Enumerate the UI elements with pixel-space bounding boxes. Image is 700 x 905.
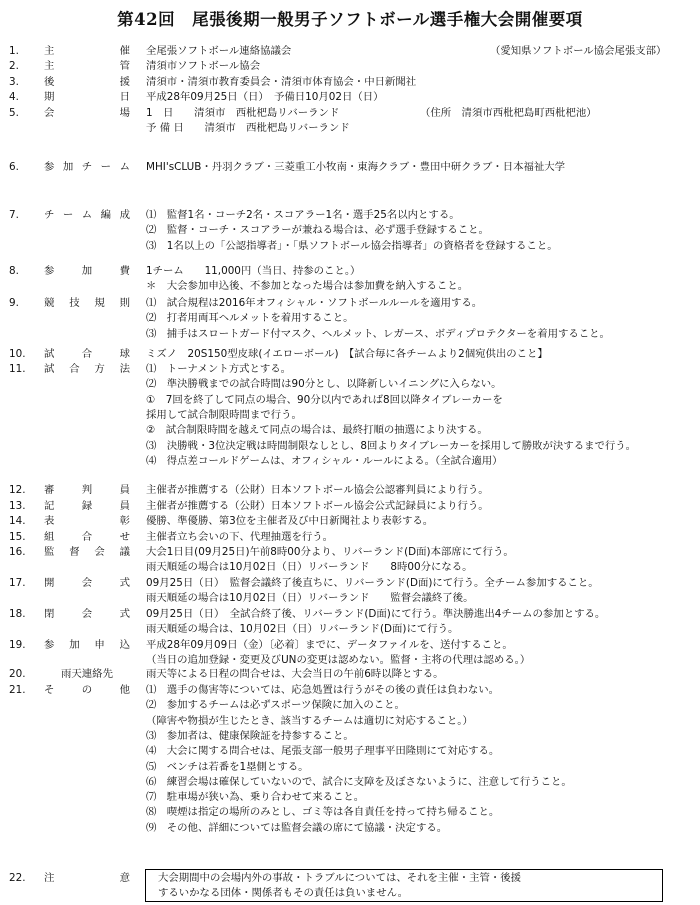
item-label-char: 編 — [100, 209, 112, 221]
item-number: 22. — [9, 872, 26, 884]
item-row — [0, 545, 700, 560]
item-number: 3. — [9, 76, 19, 88]
item-text: ⑹ 練習会場は確保していないので、試合に支障を及ぼさないように、注意して行うこと。 — [146, 775, 572, 788]
caution-box — [145, 869, 663, 902]
item-label — [44, 607, 130, 622]
item-text: 雨天順延の場合は10月02日（日）リバーランド 監督会議終了後。 — [146, 592, 474, 605]
item-label — [44, 75, 130, 90]
item-row — [0, 311, 700, 326]
item-row — [0, 760, 700, 775]
item-label — [44, 576, 130, 591]
item-row — [0, 576, 700, 591]
item-label-char: 成 — [119, 209, 130, 221]
item-row — [0, 347, 700, 362]
item-text: ⑸ ベンチは若番を1塁側とする。 — [146, 760, 309, 773]
item-label-char: 表 — [44, 515, 55, 527]
item-row — [0, 638, 700, 653]
item-label — [44, 347, 130, 362]
item-label — [44, 530, 130, 545]
item-number: 6. — [9, 161, 19, 173]
item-label-char: 技 — [69, 297, 80, 309]
item-row — [0, 439, 700, 454]
item-label-char: 彰 — [119, 515, 130, 527]
item-label-char: 主 — [44, 60, 55, 72]
item-number: 20. — [9, 668, 26, 680]
item-label-char: 開 — [44, 577, 55, 589]
item-number: 14. — [9, 515, 26, 527]
item-label-char: 試 — [44, 363, 55, 375]
item-row — [0, 744, 700, 759]
item-text: 雨天等による日程の問合せは、大会当日の午前6時以降とする。 — [146, 668, 444, 680]
item-row — [0, 530, 700, 545]
item-text: ミズノ 20S150型皮球(イエローボール) 【試合毎に各チームより2個宛供出のこと】 — [146, 348, 548, 360]
item-text: ⑶ 参加者は、健康保険証を持参すること。 — [146, 729, 354, 742]
item-text: ⑴ トーナメント方式とする。 — [146, 363, 292, 375]
item-label-char: 競 — [44, 297, 55, 309]
item-text: 予 備 日 清須市 西枇杷島リバーランド — [146, 122, 350, 135]
caution-text: 大会期間中の会場内外の事故・トラブルについては、それを主催・主管・後援 — [158, 872, 522, 884]
item-row — [0, 393, 700, 408]
item-label — [44, 683, 130, 698]
item-number: 17. — [9, 577, 26, 589]
item-number: 21. — [9, 684, 26, 696]
item-row — [0, 607, 700, 622]
item-number: 18. — [9, 608, 26, 620]
item-label-char: 式 — [119, 577, 130, 589]
item-text: ⑶ 1名以上の「公認指導者」・「県ソフトボール協会指導者」の資格者を登録すること。 — [146, 239, 558, 252]
item-row — [0, 408, 700, 423]
item-label-char: 加 — [62, 161, 74, 173]
item-label — [44, 483, 130, 498]
item-row — [0, 106, 700, 121]
caution-text: するいかなる団体・関係者もその責任は負いません。 — [158, 887, 408, 899]
item-label-char: ム — [81, 209, 93, 221]
item-row — [0, 327, 700, 342]
item-label — [44, 264, 130, 279]
item-text: 雨天順延の場合は10月02日（日）リバーランド 8時00分になる。 — [146, 561, 473, 574]
item-row — [0, 514, 700, 529]
item-number: 10. — [9, 348, 26, 360]
item-label-char: 議 — [119, 546, 130, 558]
item-number: 16. — [9, 546, 26, 558]
item-text: ⑵ 参加するチームは必ずスポーツ保険に加入のこと。 — [146, 699, 405, 712]
item-row — [0, 279, 700, 294]
item-text: 主催者が推薦する（公財）日本ソフトボール協会公式記録員により行う。 — [146, 500, 489, 512]
item-text: ① 7回を終了して同点の場合、90分以内であれば8回以降タイブレーカーを — [146, 393, 503, 406]
item-label-char: 日 — [119, 91, 130, 103]
item-row — [0, 821, 700, 836]
item-text: 平成28年09月09日（金）〔必着〕までに、データファイルを、送付すること。 — [146, 639, 513, 651]
item-label-char: 会 — [94, 546, 105, 558]
item-label-char: 試 — [44, 348, 55, 360]
item-label-char: 会 — [81, 577, 93, 589]
item-text: ⑷ 大会に関する問合せは、尾張支部一般男子理事平田隆則にて対応する。 — [146, 745, 500, 758]
item-row — [0, 90, 700, 105]
item-text: ⑴ 選手の傷害等については、応急処置は行うがその後の責任は負わない。 — [146, 684, 500, 696]
item-number: 11. — [9, 363, 26, 375]
item-row — [0, 790, 700, 805]
item-label-char: 球 — [119, 348, 130, 360]
item-label-char: ー — [62, 209, 74, 221]
item-label-char: 方 — [94, 363, 105, 375]
item-row — [0, 377, 700, 392]
item-label — [44, 638, 130, 653]
item-number: 13. — [9, 500, 26, 512]
item-text: ⑵ 監督・コーチ・スコアラーが兼ねる場合は、必ず選手登録すること。 — [146, 224, 489, 237]
item-text: ⑺ 駐車場が狭い為、乗り合わせて来ること。 — [146, 791, 365, 804]
item-label-char: 督 — [69, 546, 80, 558]
item-label — [44, 106, 130, 121]
item-label — [44, 44, 130, 59]
item-text: 平成28年09月25日（日） 予備日10月02日（日） — [146, 91, 384, 103]
item-row — [0, 698, 700, 713]
item-text: （障害や物損が生じたとき、該当するチームは適切に対応すること。） — [146, 714, 473, 727]
item-number: 19. — [9, 639, 26, 651]
item-text: ＊ 大会参加申込後、不参加となった場合は参加費を納入すること。 — [146, 280, 469, 293]
item-row — [0, 264, 700, 279]
item-text: ⑼ その他、詳細については監督会議の席にて協議・決定する。 — [146, 821, 448, 834]
item-label — [44, 59, 130, 74]
item-text: 大会1日目(09月25日)午前8時00分より、リバーランド(D面)本部席にて行う。 — [146, 546, 514, 558]
item-label-char: 合 — [81, 348, 93, 360]
item-label-char: 加 — [69, 639, 80, 651]
item-text: ⑵ 打者用両耳ヘルメットを着用すること。 — [146, 312, 354, 325]
item-label-char: 則 — [119, 297, 130, 309]
item-number: 2. — [9, 60, 19, 72]
item-label-char: 意 — [119, 872, 130, 884]
item-label-char: 管 — [119, 60, 130, 72]
item-label-char: 会 — [44, 107, 55, 119]
item-text: 清須市ソフトボール協会 — [146, 60, 261, 72]
item-text: ⑻ 喫煙は指定の場所のみとし、ゴミ等は各自責任を持って持ち帰ること。 — [146, 806, 500, 819]
item-label — [44, 667, 130, 682]
item-row — [0, 75, 700, 90]
item-row — [0, 775, 700, 790]
item-label-char: 員 — [119, 500, 130, 512]
item-text: 雨天順延の場合は、10月02日（日）リバーランド(D面)にて行う。 — [146, 623, 459, 636]
item-text: 採用して試合制限時間まで行う。 — [146, 408, 302, 421]
item-label-char: 催 — [119, 45, 130, 57]
item-label-char: 参 — [44, 639, 55, 651]
item-label-char: 援 — [119, 76, 130, 88]
page-title: 第42回 尾張後期一般男子ソフトボール選手権大会開催要項 — [117, 10, 583, 29]
item-row — [0, 714, 700, 729]
item-row — [0, 423, 700, 438]
item-label — [44, 514, 130, 529]
item-label-char: 合 — [81, 531, 93, 543]
item-row — [0, 223, 700, 238]
item-label — [44, 362, 130, 377]
item-label-char: 参 — [44, 161, 55, 173]
item-label-char: 参 — [44, 265, 55, 277]
item-label-char: 注 — [44, 872, 55, 884]
item-label-char: 式 — [119, 608, 130, 620]
item-text-note: （愛知県ソフトボール協会尾張支部） — [490, 45, 667, 57]
item-label-char: ム — [119, 161, 130, 173]
item-row — [0, 667, 700, 682]
item-number: 15. — [9, 531, 26, 543]
item-label-char: 期 — [44, 91, 55, 103]
item-label-char: 規 — [94, 297, 105, 309]
item-label-char: 申 — [94, 639, 105, 651]
item-text: （当日の追加登録・変更及びUNの変更は認めない。監督・主将の代理は認める。） — [146, 654, 531, 667]
item-label-char: 後 — [44, 76, 55, 88]
item-label — [44, 296, 130, 311]
item-text: 1チーム 11,000円（当日、持参のこと。） — [146, 265, 361, 277]
item-label-char: 法 — [119, 363, 130, 375]
item-label-char: 組 — [44, 531, 55, 543]
item-label-char: ー — [100, 161, 112, 173]
item-label-char: 会 — [81, 608, 93, 620]
item-row — [0, 591, 700, 606]
item-text: 09月25日（日） 全試合終了後、リバーランド(D面)にて行う。準決勝進出4チームの参加とする。 — [146, 608, 606, 620]
item-label-char: 記 — [44, 500, 55, 512]
item-label-char: 込 — [119, 639, 130, 651]
item-label-char: 場 — [119, 107, 130, 119]
item-label-char: チ — [81, 161, 93, 173]
item-label — [44, 545, 130, 560]
item-number: 8. — [9, 265, 19, 277]
item-number: 5. — [9, 107, 19, 119]
item-label-char: 費 — [119, 265, 130, 277]
item-number: 4. — [9, 91, 19, 103]
item-label — [44, 208, 130, 223]
item-label — [44, 871, 130, 886]
item-number: 9. — [9, 297, 19, 309]
item-text: 優勝、準優勝、第3位を主催者及び中日新聞社より表彰する。 — [146, 515, 434, 527]
item-label-char: 録 — [81, 500, 93, 512]
item-text-note: （住所 清須市西枇杷島町西枇杷池） — [420, 107, 597, 119]
item-text: ⑴ 監督1名・コーチ2名・スコアラー1名・選手25名以内とする。 — [146, 209, 460, 221]
item-text: ⑵ 準決勝戦までの試合時間は90分とし、以降新しいイニングに入らない。 — [146, 378, 502, 391]
item-label-char: そ — [44, 684, 55, 696]
item-label-char: 他 — [119, 684, 130, 696]
item-number: 1. — [9, 45, 19, 57]
item-row — [0, 239, 700, 254]
item-label-char: 合 — [69, 363, 80, 375]
item-row — [0, 683, 700, 698]
item-row — [0, 160, 700, 175]
item-row — [0, 121, 700, 136]
item-text: 清須市・清須市教育委員会・清須市体育協会・中日新聞社 — [146, 76, 417, 88]
item-label-char: 判 — [81, 484, 93, 496]
item-row — [0, 208, 700, 223]
item-text: 全尾張ソフトボール連絡協議会 — [146, 45, 292, 57]
item-label-char: 監 — [44, 546, 55, 558]
item-number: 7. — [9, 209, 19, 221]
item-text: MHI'sCLUB・丹羽クラブ・三菱重工小牧南・東海クラブ・豊田中研クラブ・日本福祉大学 — [146, 161, 566, 173]
item-text: ② 試合制限時間を越えて同点の場合は、最終打順の抽選により決する。 — [146, 424, 488, 437]
item-label-char: 員 — [119, 484, 130, 496]
item-label-char: チ — [44, 209, 55, 221]
item-label-char: の — [81, 684, 93, 696]
item-label — [44, 90, 130, 105]
item-label — [44, 499, 130, 514]
item-row — [0, 362, 700, 377]
item-row — [0, 44, 700, 59]
item-label-char: 加 — [81, 265, 93, 277]
item-text: 1 日 清須市 西枇杷島リバーランド — [146, 107, 340, 119]
item-row — [0, 560, 700, 575]
item-text: ⑶ 捕手はスロートガード付マスク、ヘルメット、レガース、ボディプロテクターを着用すること。 — [146, 327, 610, 340]
item-row — [0, 296, 700, 311]
item-label-char: 審 — [44, 484, 55, 496]
item-text: 主催者が推薦する（公財）日本ソフトボール協会公認審判員により行う。 — [146, 484, 489, 496]
item-label-char: 雨天連絡先 — [61, 668, 113, 680]
item-text: ⑷ 得点差コールドゲームは、オフィシャル・ルールによる。（全試合適用） — [146, 454, 503, 467]
item-row — [0, 622, 700, 637]
item-label-char: 主 — [44, 45, 55, 57]
item-row — [0, 483, 700, 498]
item-text: ⑶ 決勝戦・3位決定戦は時間制限なしとし、8回よりタイブレーカーを採用して勝敗が決するまで行う。 — [146, 439, 637, 452]
item-row — [0, 59, 700, 74]
item-label-char: せ — [119, 531, 130, 543]
item-text: ⑴ 試合規程は2016年オフィシャル・ソフトボールルールを適用する。 — [146, 297, 483, 309]
item-text: 主催者立ち会いの下、代理抽選を行う。 — [146, 531, 334, 543]
item-number: 12. — [9, 484, 26, 496]
item-text: 09月25日（日） 監督会議終了後直ちに、リバーランド(D面)にて行う。全チーム参加すること。 — [146, 577, 599, 589]
item-label — [44, 160, 130, 175]
item-row — [0, 729, 700, 744]
item-row — [0, 454, 700, 469]
item-row — [0, 499, 700, 514]
item-label-char: 閉 — [44, 608, 55, 620]
item-row — [0, 805, 700, 820]
